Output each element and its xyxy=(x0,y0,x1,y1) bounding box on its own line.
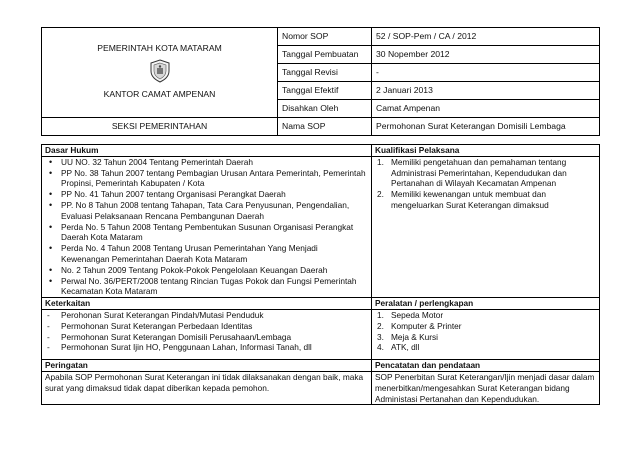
kualifikasi-list xyxy=(375,157,596,211)
list-item: • Perda No. 5 Tahun 2008 Tentang Pembentukan Susunan Organisasi Perangkat Daerah Kota Mataram xyxy=(61,222,368,244)
list-item: - Perohonan Surat Keterangan Pindah/Mutasi Penduduk xyxy=(61,310,368,321)
list-item: - Permohonan Surat Ijin HO, Penggunaan Lahan, Informasi Tanah, dll xyxy=(61,342,368,353)
pencatatan-title: Pencatatan dan pendataan xyxy=(372,360,600,372)
list-item xyxy=(377,331,596,343)
list-item: • UU NO. 32 Tahun 2004 Tentang Pemerintah Daerah xyxy=(61,157,368,168)
list-item xyxy=(377,342,596,353)
list-item: • No. 2 Tahun 2009 Tentang Pokok-Pokok Pengelolaan Keuangan Daerah xyxy=(61,265,368,276)
header-value: 52 / SOP-Pem / CA / 2012 xyxy=(372,28,600,46)
list-item: • PP No. 38 Tahun 2007 tentang Pembagian Urusan Antara Pemerintah, Pemerintah Propinsi, Pemerintah Kabupaten / Kota xyxy=(61,168,368,190)
header-value: 30 Nopember 2012 xyxy=(372,46,600,64)
list-item xyxy=(377,189,596,211)
list-item: - Permohonan Surat Keterangan Domisili Perusahaan/Lembaga xyxy=(61,332,368,343)
peralatan-list xyxy=(375,310,596,353)
peralatan-title: Peralatan / perlengkapan xyxy=(372,298,600,310)
keterkaitan-title: Keterkaitan xyxy=(42,298,372,310)
item-text: Meja & Kursi xyxy=(391,331,439,342)
item-text: Memiliki pengetahuan dan pemahaman tentang Administrasi Pemerintahan, Kependudukan dan Pertanahan di Wilayah Kecamatan Ampenan xyxy=(391,156,567,189)
sop-body-table xyxy=(41,144,600,405)
peralatan-cell xyxy=(372,309,600,359)
list-item xyxy=(377,320,596,332)
item-text: Komputer & Printer xyxy=(391,320,462,331)
peringatan-text: Apabila SOP Permohonan Surat Keterangan ini tidak dilaksanakan dengan baik, maka surat yang dimaksud tidak dapat diberikan kepada pemohon. xyxy=(42,371,372,404)
header-label: Tanggal Efektif xyxy=(278,82,372,100)
header-identity-cell xyxy=(42,28,278,118)
item-number: 2. xyxy=(377,320,384,331)
item-text: Sepeda Motor xyxy=(391,309,444,320)
list-item xyxy=(377,156,596,189)
header-label: Tanggal Pembuatan xyxy=(278,46,372,64)
header-value: Camat Ampenan xyxy=(372,100,600,118)
item-text: Memiliki kewenangan untuk membuat dan mengeluarkan Surat Keterangan dimaksud xyxy=(391,189,549,210)
header-label: Tanggal Revisi xyxy=(278,64,372,82)
item-number: 1. xyxy=(377,309,384,320)
org-name: PEMERINTAH KOTA MATARAM xyxy=(97,43,222,53)
list-item: - Permohonan Surat Keterangan Perbedaan Identitas xyxy=(61,321,368,332)
kualifikasi-title: Kualifikasi Pelaksana xyxy=(372,145,600,157)
sop-header-table xyxy=(41,27,600,136)
list-item: • Perwal No. 36/PERT/2008 tentang Rincian Tugas Pokok dan Fungsi Pemerintah Kecamatan Kota Mataram xyxy=(61,276,368,298)
list-item: • Perda No. 4 Tahun 2008 Tentang Urusan Pemerintahan Yang Menjadi Kewenangan Pemerintahan Daerah Kota Mataram xyxy=(61,243,368,265)
header-label: Nomor SOP xyxy=(278,28,372,46)
list-item xyxy=(377,309,596,321)
header-label: Disahkan Oleh xyxy=(278,100,372,118)
section-name: SEKSI PEMERINTAHAN xyxy=(42,118,278,136)
office-name: KANTOR CAMAT AMPENAN xyxy=(103,89,216,99)
header-label: Nama SOP xyxy=(278,118,372,136)
list-item: • PP No. 41 Tahun 2007 tentang Organisasi Perangkat Daerah xyxy=(61,189,368,200)
item-text: ATK, dll xyxy=(391,342,420,353)
dasar-hukum-list xyxy=(45,157,368,297)
header-value: 2 Januari 2013 xyxy=(372,82,600,100)
keterkaitan-list xyxy=(45,310,368,353)
dasar-hukum-cell xyxy=(42,156,372,297)
item-number: 3. xyxy=(377,331,384,342)
kualifikasi-cell xyxy=(372,156,600,297)
dasar-hukum-title: Dasar Hukum xyxy=(42,145,372,157)
pencatatan-text: SOP Penerbitan Surat Keterangan/Ijin menjadi dasar dalam menerbitkan/mengesahkan Surat Keterangan bidang Administasi Pertanahan dan Kependudukan. xyxy=(372,371,600,404)
peringatan-title: Peringatan xyxy=(42,360,372,372)
list-item: • PP. No 8 Tahun 2008 tentang Tahapan, Tata Cara Penyusunan, Pengendalian, Evaluasi Pelaksanaan Rencana Pembangunan Daerah xyxy=(61,200,368,222)
item-number: 4. xyxy=(377,342,384,353)
header-value: - xyxy=(372,64,600,82)
city-seal-icon xyxy=(42,54,277,89)
item-number: 2. xyxy=(377,189,384,200)
header-value: Permohonan Surat Keterangan Domisili Lembaga xyxy=(372,118,600,136)
item-number: 1. xyxy=(377,156,384,167)
keterkaitan-cell xyxy=(42,309,372,359)
